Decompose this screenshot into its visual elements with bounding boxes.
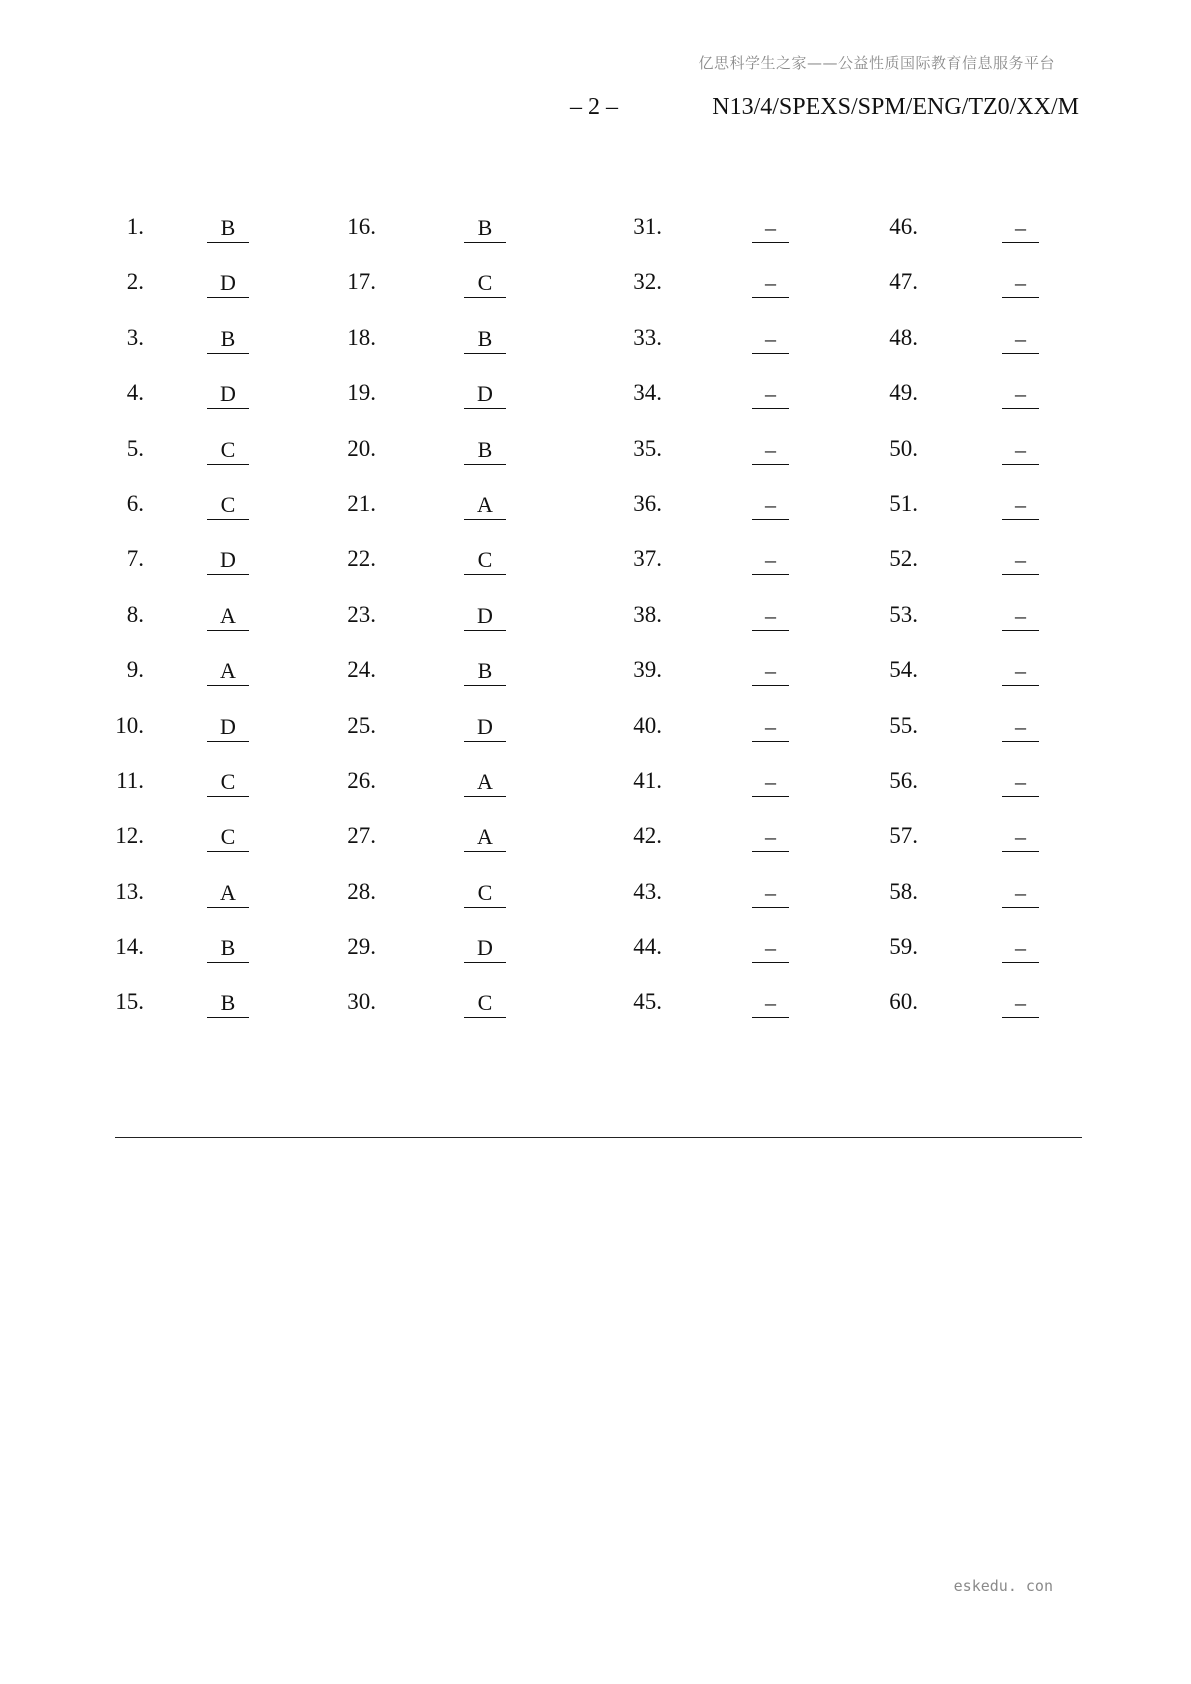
answer-row <box>0 325 1191 380</box>
question-number: 56. <box>889 767 918 793</box>
question-number: 6. <box>126 490 144 516</box>
answer-value: A <box>464 768 506 797</box>
answer-value: – <box>1002 879 1039 908</box>
answer-value: – <box>1002 491 1039 520</box>
question-number: 26. <box>347 767 376 793</box>
footer-watermark: eskedu. con <box>953 1577 1053 1595</box>
answer-value: – <box>752 546 789 575</box>
answer-value: – <box>752 823 789 852</box>
question-number: 41. <box>633 767 662 793</box>
question-number: 51. <box>889 490 918 516</box>
header-watermark: 亿思科学生之家——公益性质国际教育信息服务平台 <box>698 54 1055 72</box>
question-number: 34. <box>633 380 662 406</box>
question-number: 50. <box>889 435 918 461</box>
answer-value: – <box>1002 546 1039 575</box>
answer-value: – <box>1002 713 1039 742</box>
question-number: 1. <box>126 214 144 239</box>
answer-value: B <box>207 325 249 354</box>
answer-value: D <box>207 546 249 575</box>
question-number: 42. <box>633 823 662 849</box>
question-number: 40. <box>633 712 662 738</box>
answer-value: – <box>752 325 789 354</box>
answer-row <box>0 879 1191 934</box>
question-number: 7. <box>126 546 144 572</box>
question-number: 53. <box>889 601 918 627</box>
answer-row <box>0 436 1191 491</box>
question-number: 39. <box>633 657 662 683</box>
question-number: 19. <box>347 380 376 406</box>
question-number: 12. <box>115 823 144 849</box>
answer-value: C <box>207 823 249 852</box>
question-number: 58. <box>889 878 918 904</box>
answer-value: B <box>207 989 249 1018</box>
answer-value: C <box>464 879 506 908</box>
answer-value: B <box>207 934 249 963</box>
question-number: 21. <box>347 490 376 516</box>
question-number: 33. <box>633 324 662 350</box>
question-number: 32. <box>633 269 662 295</box>
question-number: 5. <box>126 435 144 461</box>
question-number: 44. <box>633 934 662 960</box>
question-number: 16. <box>347 214 376 239</box>
page-number: – 2 – <box>570 94 618 120</box>
answer-value: D <box>207 713 249 742</box>
answer-value: D <box>464 602 506 631</box>
answer-value: B <box>464 325 506 354</box>
answer-value: – <box>752 269 789 298</box>
question-number: 46. <box>889 214 918 239</box>
answer-value: – <box>1002 269 1039 298</box>
question-number: 18. <box>347 324 376 350</box>
answer-row <box>0 657 1191 712</box>
question-number: 43. <box>633 878 662 904</box>
question-number: 8. <box>126 601 144 627</box>
question-number: 28. <box>347 878 376 904</box>
question-number: 49. <box>889 380 918 406</box>
answer-row <box>0 934 1191 989</box>
answer-value: – <box>752 214 789 243</box>
answer-value: A <box>207 879 249 908</box>
answer-value: – <box>1002 768 1039 797</box>
answer-value: B <box>464 436 506 465</box>
answer-value: – <box>752 934 789 963</box>
answer-value: – <box>1002 823 1039 852</box>
answer-value: D <box>464 713 506 742</box>
answer-value: A <box>207 657 249 686</box>
question-number: 30. <box>347 989 376 1015</box>
question-number: 37. <box>633 546 662 572</box>
answer-value: – <box>752 491 789 520</box>
answer-value: D <box>464 934 506 963</box>
question-number: 29. <box>347 934 376 960</box>
answer-value: D <box>207 380 249 409</box>
answer-row <box>0 989 1191 1044</box>
answer-value: D <box>207 269 249 298</box>
question-number: 25. <box>347 712 376 738</box>
question-number: 57. <box>889 823 918 849</box>
divider-line <box>115 1137 1082 1138</box>
question-number: 15. <box>115 989 144 1015</box>
answer-value: C <box>207 491 249 520</box>
answer-value: – <box>1002 436 1039 465</box>
answer-value: – <box>752 713 789 742</box>
answer-row <box>0 491 1191 546</box>
answer-value: B <box>464 657 506 686</box>
question-number: 47. <box>889 269 918 295</box>
question-number: 13. <box>115 878 144 904</box>
answer-value: D <box>464 380 506 409</box>
answer-row <box>0 713 1191 768</box>
answer-value: A <box>207 602 249 631</box>
answer-value: C <box>464 546 506 575</box>
question-number: 3. <box>126 324 144 350</box>
answer-row <box>0 768 1191 823</box>
answer-value: – <box>1002 380 1039 409</box>
answer-value: – <box>752 380 789 409</box>
question-number: 24. <box>347 657 376 683</box>
question-number: 54. <box>889 657 918 683</box>
answer-value: B <box>464 214 506 243</box>
question-number: 45. <box>633 989 662 1015</box>
answer-value: – <box>752 657 789 686</box>
question-number: 20. <box>347 435 376 461</box>
question-number: 10. <box>115 712 144 738</box>
answer-value: C <box>207 436 249 465</box>
answer-value: – <box>1002 934 1039 963</box>
answer-value: – <box>1002 657 1039 686</box>
document-code: N13/4/SPEXS/SPM/ENG/TZ0/XX/M <box>712 94 1079 120</box>
answer-row <box>0 602 1191 657</box>
answer-value: C <box>207 768 249 797</box>
question-number: 52. <box>889 546 918 572</box>
answer-value: C <box>464 989 506 1018</box>
answer-value: – <box>1002 214 1039 243</box>
answer-row <box>0 214 1191 269</box>
question-number: 59. <box>889 934 918 960</box>
question-number: 31. <box>633 214 662 239</box>
answer-value: – <box>1002 602 1039 631</box>
answer-value: B <box>207 214 249 243</box>
question-number: 35. <box>633 435 662 461</box>
answer-value: – <box>752 602 789 631</box>
answer-row <box>0 380 1191 435</box>
question-number: 4. <box>126 380 144 406</box>
answer-value: A <box>464 823 506 852</box>
answer-row <box>0 546 1191 601</box>
question-number: 2. <box>126 269 144 295</box>
answer-value: C <box>464 269 506 298</box>
answer-key-grid <box>0 214 1191 1045</box>
answer-value: – <box>752 436 789 465</box>
answer-value: A <box>464 491 506 520</box>
answer-row <box>0 269 1191 324</box>
question-number: 14. <box>115 934 144 960</box>
answer-value: – <box>752 879 789 908</box>
question-number: 22. <box>347 546 376 572</box>
answer-value: – <box>1002 989 1039 1018</box>
question-number: 38. <box>633 601 662 627</box>
question-number: 23. <box>347 601 376 627</box>
answer-value: – <box>752 989 789 1018</box>
question-number: 11. <box>116 767 144 793</box>
question-number: 36. <box>633 490 662 516</box>
question-number: 9. <box>126 657 144 683</box>
question-number: 17. <box>347 269 376 295</box>
answer-row <box>0 823 1191 878</box>
answer-value: – <box>1002 325 1039 354</box>
question-number: 60. <box>889 989 918 1015</box>
question-number: 48. <box>889 324 918 350</box>
question-number: 27. <box>347 823 376 849</box>
question-number: 55. <box>889 712 918 738</box>
answer-value: – <box>752 768 789 797</box>
